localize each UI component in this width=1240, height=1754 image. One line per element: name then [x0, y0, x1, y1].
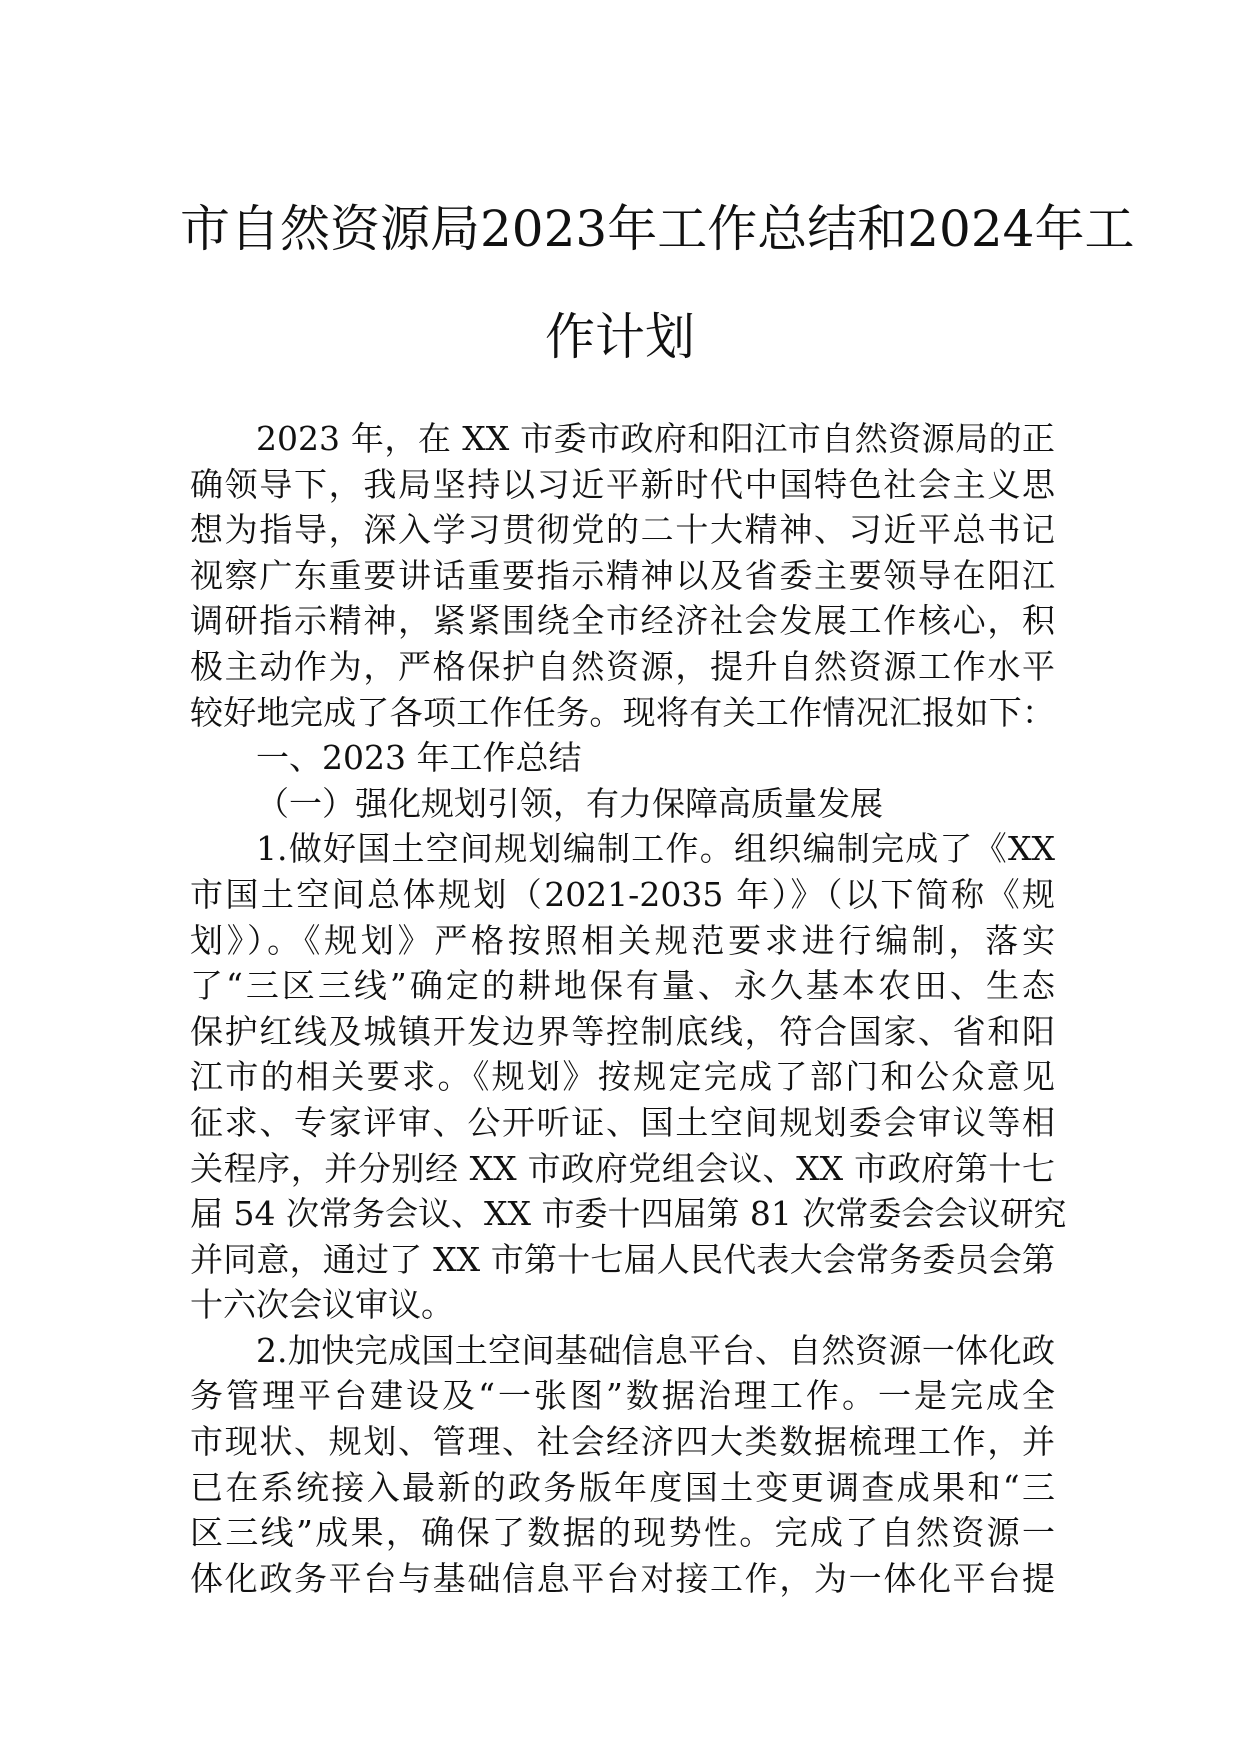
paragraph-line: 想为指导，深入学习贯彻党的二十大精神、习近平总书记: [190, 510, 1055, 550]
document-body: [190, 416, 1067, 1601]
paragraph-line: 视察广东重要讲话重要指示精神以及省委主要领导在阳江: [190, 555, 1055, 595]
paragraph-line: 2023 年，在 XX 市委市政府和阳江市自然资源局的正: [256, 419, 1055, 458]
paragraph-line: 调研指示精神，紧紧围绕全市经济社会发展工作核心，积: [190, 601, 1055, 641]
paragraph-line: 体化政务平台与基础信息平台对接工作，为一体化平台提: [190, 1558, 1055, 1598]
paragraph-line: 1.做好国土空间规划编制工作。组织编制完成了《XX: [256, 829, 1055, 869]
paragraph-line: 已在系统接入最新的政务版年度国土变更调查成果和“三: [190, 1467, 1055, 1507]
paragraph-line: 确领导下，我局坚持以习近平新时代中国特色社会主义思: [190, 464, 1055, 504]
title-line-2: 作计划: [545, 308, 695, 366]
paragraph-line: 较好地完成了各项工作任务。现将有关工作情况汇报如下：: [190, 692, 1055, 732]
paragraph-line: 务管理平台建设及“一张图”数据治理工作。一是完成全: [190, 1376, 1055, 1416]
paragraph-line: 征求、专家评审、公开听证、国土空间规划委会审议等相: [190, 1102, 1055, 1142]
paragraph-line: 关程序，并分别经 XX 市政府党组会议、XX 市政府第十七: [190, 1148, 1055, 1188]
paragraph-line: 区三线”成果，确保了数据的现势性。完成了自然资源一: [190, 1513, 1055, 1553]
paragraph-line: 江市的相关要求。《规划》按规定完成了部门和公众意见: [190, 1057, 1055, 1097]
paragraph-line: 届 54 次常务会议、XX 市委十四届第 81 次常委会会议研究: [190, 1194, 1067, 1234]
paragraph-line: 市现状、规划、管理、社会经济四大类数据梳理工作，并: [190, 1422, 1055, 1462]
paragraph-line: 十六次会议审议。: [190, 1285, 454, 1325]
subsection-heading: （一）强化规划引领，有力保障高质量发展: [256, 783, 883, 823]
section-heading: 一、2023 年工作总结: [256, 738, 582, 778]
paragraph-line: 并同意，通过了 XX 市第十七届人民代表大会常务委员会第: [190, 1239, 1055, 1279]
paragraph-line: 2.加快完成国土空间基础信息平台、自然资源一体化政: [256, 1330, 1055, 1370]
paragraph-line: 极主动作为，严格保护自然资源，提升自然资源工作水平: [190, 646, 1055, 686]
paragraph-line: 保护红线及城镇开发边界等控制底线，符合国家、省和阳: [190, 1011, 1055, 1051]
paragraph-line: 市国土空间总体规划（2021-2035 年）》（以下简称《规: [190, 874, 1055, 914]
paragraph-line: 了“三区三线”确定的耕地保有量、永久基本农田、生态: [190, 966, 1055, 1006]
document-title: [180, 175, 1135, 391]
paragraph-line: 划》）。《规划》严格按照相关规范要求进行编制，落实: [190, 920, 1055, 960]
title-line-1: 市自然资源局2023年工作总结和2024年工: [180, 200, 1135, 258]
